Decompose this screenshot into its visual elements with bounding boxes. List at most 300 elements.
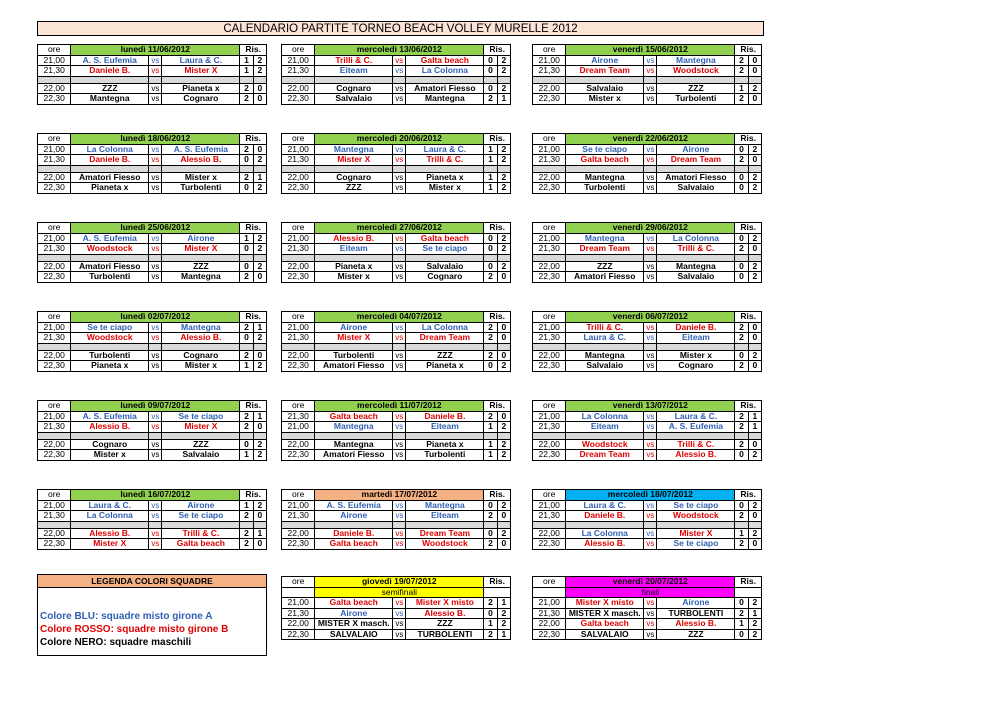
score-away: 1 (497, 598, 510, 609)
match-time: 21,00 (282, 144, 315, 155)
separator-cell (38, 76, 71, 83)
match-row (38, 450, 267, 461)
score-away: 0 (748, 439, 761, 450)
day-header: venerdì 22/06/2012 (566, 134, 735, 145)
vs-label: vs (393, 350, 406, 361)
separator-cell (735, 254, 748, 261)
vs-label: vs (644, 272, 657, 283)
match-row (38, 539, 267, 550)
score-home: 1 (484, 172, 497, 183)
score-away: 0 (253, 350, 266, 361)
score-away: 2 (748, 350, 761, 361)
score-away: 2 (748, 272, 761, 283)
score-home: 1 (240, 55, 253, 66)
separator-row (282, 76, 511, 83)
separator-cell (282, 76, 315, 83)
ore-header: ore (533, 45, 566, 56)
ris-header: Ris. (735, 134, 762, 145)
vs-label: vs (393, 272, 406, 283)
separator-cell (240, 165, 253, 172)
score-home: 1 (484, 183, 497, 194)
away-team: Pianeta x (162, 83, 240, 94)
score-away: 2 (748, 619, 761, 630)
vs-label: vs (644, 539, 657, 550)
header-row (282, 490, 511, 501)
home-team: Amatori Fiesso (315, 361, 393, 372)
vs-label: vs (149, 55, 162, 66)
match-day-block (532, 44, 762, 105)
ore-header: ore (38, 45, 71, 56)
match-row (282, 55, 511, 66)
away-team: La Colonna (406, 66, 484, 77)
separator-cell (253, 432, 266, 439)
ore-header: ore (533, 134, 566, 145)
ore-header: ore (533, 312, 566, 323)
score-away: 2 (497, 361, 510, 372)
separator-cell (240, 76, 253, 83)
away-team: Woodstock (657, 511, 735, 522)
match-row (533, 83, 762, 94)
score-away: 2 (748, 500, 761, 511)
vs-label: vs (644, 144, 657, 155)
phase-row (533, 587, 762, 598)
vs-label: vs (644, 411, 657, 422)
day-header: mercoledì 11/07/2012 (315, 401, 484, 412)
vs-label: vs (149, 172, 162, 183)
match-row (38, 261, 267, 272)
separator-cell (748, 76, 761, 83)
separator-cell (735, 432, 748, 439)
away-team: Woodstock (406, 539, 484, 550)
score-home: 0 (735, 272, 748, 283)
score-away: 2 (497, 608, 510, 619)
match-row (282, 350, 511, 361)
score-away: 2 (497, 422, 510, 433)
separator-cell (566, 76, 644, 83)
score-away: 0 (748, 333, 761, 344)
day-header: mercoledì 20/06/2012 (315, 134, 484, 145)
home-team: Se te ciapo (566, 144, 644, 155)
score-away: 1 (748, 411, 761, 422)
match-row (533, 261, 762, 272)
separator-row (282, 165, 511, 172)
home-team: Dream Team (566, 66, 644, 77)
home-team: Laura & C. (566, 333, 644, 344)
away-team: A. S. Eufemia (162, 144, 240, 155)
match-time: 22,30 (38, 183, 71, 194)
match-row (533, 422, 762, 433)
separator-row (38, 432, 267, 439)
ore-header: ore (282, 45, 315, 56)
match-time: 21,30 (533, 333, 566, 344)
separator-cell (644, 343, 657, 350)
match-row (533, 155, 762, 166)
home-team: Mantegna (71, 94, 149, 105)
match-day-block (281, 400, 511, 461)
away-team: Alessio B. (657, 450, 735, 461)
match-table (281, 44, 511, 105)
separator-cell (282, 521, 315, 528)
away-team: Pianeta x (406, 361, 484, 372)
header-row (282, 45, 511, 56)
separator-row (533, 254, 762, 261)
score-away: 2 (253, 450, 266, 461)
vs-label: vs (149, 350, 162, 361)
separator-cell (566, 343, 644, 350)
match-table (532, 44, 762, 105)
separator-cell (735, 521, 748, 528)
home-team: Airone (315, 608, 393, 619)
match-table (281, 576, 511, 640)
vs-label: vs (149, 333, 162, 344)
separator-cell (71, 254, 149, 261)
home-team: Daniele B. (71, 155, 149, 166)
score-home: 0 (735, 261, 748, 272)
score-away: 0 (253, 511, 266, 522)
match-row (282, 172, 511, 183)
match-table (37, 311, 267, 372)
header-row (533, 577, 762, 588)
home-team: Eiteam (566, 422, 644, 433)
header-row (282, 134, 511, 145)
home-team: Pianeta x (71, 361, 149, 372)
home-team: Mister x (566, 94, 644, 105)
score-away: 2 (748, 83, 761, 94)
home-team: Turbolenti (71, 272, 149, 283)
day-header: mercoledì 27/06/2012 (315, 223, 484, 234)
score-away: 2 (253, 439, 266, 450)
separator-row (533, 343, 762, 350)
vs-label: vs (149, 500, 162, 511)
home-team: Eiteam (315, 244, 393, 255)
day-header: mercoledì 18/07/2012 (566, 490, 735, 501)
vs-label: vs (644, 183, 657, 194)
ris-header: Ris. (735, 577, 762, 588)
score-home: 1 (484, 450, 497, 461)
match-row (282, 261, 511, 272)
vs-label: vs (393, 629, 406, 640)
separator-cell (657, 521, 735, 528)
separator-row (282, 343, 511, 350)
separator-cell (735, 76, 748, 83)
ore-header: ore (282, 312, 315, 323)
score-home: 0 (735, 233, 748, 244)
vs-label: vs (644, 619, 657, 630)
separator-cell (315, 165, 393, 172)
separator-cell (484, 521, 497, 528)
match-time: 21,00 (533, 322, 566, 333)
separator-cell (162, 521, 240, 528)
separator-cell (657, 432, 735, 439)
ore-header: ore (38, 134, 71, 145)
score-away: 2 (253, 183, 266, 194)
separator-cell (406, 343, 484, 350)
match-time: 22,30 (533, 361, 566, 372)
match-time: 21,00 (533, 233, 566, 244)
away-team: La Colonna (406, 322, 484, 333)
ris-header: Ris. (484, 577, 511, 588)
home-team: Galta beach (566, 619, 644, 630)
separator-cell (162, 343, 240, 350)
score-home: 2 (484, 411, 497, 422)
score-home: 1 (240, 233, 253, 244)
ore-header: ore (282, 134, 315, 145)
separator-cell (533, 165, 566, 172)
score-home: 1 (240, 361, 253, 372)
match-time: 21,30 (282, 411, 315, 422)
home-team: Daniele B. (566, 511, 644, 522)
ris-header: Ris. (240, 312, 267, 323)
home-team: La Colonna (566, 411, 644, 422)
score-home: 2 (735, 439, 748, 450)
away-team: TURBOLENTI (657, 608, 735, 619)
score-home: 2 (735, 511, 748, 522)
separator-cell (644, 521, 657, 528)
home-team: Cognaro (315, 83, 393, 94)
vs-label: vs (644, 261, 657, 272)
separator-cell (533, 76, 566, 83)
match-time: 21,30 (38, 66, 71, 77)
match-day-block (37, 44, 267, 105)
phase-label: finali (566, 587, 735, 598)
away-team: Trilli & C. (162, 528, 240, 539)
score-home: 0 (484, 66, 497, 77)
match-time: 21,30 (38, 244, 71, 255)
score-away: 2 (497, 439, 510, 450)
score-away: 0 (497, 333, 510, 344)
home-team: A. S. Eufemia (315, 500, 393, 511)
score-home: 1 (484, 422, 497, 433)
separator-row (533, 165, 762, 172)
score-home: 0 (735, 629, 748, 640)
separator-row (533, 432, 762, 439)
match-table (532, 133, 762, 194)
away-team: Mister X (657, 528, 735, 539)
legend-line-blue: Colore BLU: squadre misto girone A (40, 611, 213, 622)
separator-cell (282, 254, 315, 261)
ris-header: Ris. (240, 490, 267, 501)
away-team: Amatori Fiesso (657, 172, 735, 183)
score-away: 2 (253, 361, 266, 372)
separator-cell (315, 521, 393, 528)
match-time: 21,00 (282, 55, 315, 66)
score-away: 0 (748, 511, 761, 522)
home-team: A. S. Eufemia (71, 411, 149, 422)
home-team: Daniele B. (71, 66, 149, 77)
score-away: 1 (497, 629, 510, 640)
away-team: Se te ciapo (657, 500, 735, 511)
away-team: A. S. Eufemia (657, 422, 735, 433)
match-row (282, 539, 511, 550)
match-table (37, 489, 267, 550)
home-team: Amatori Fiesso (315, 450, 393, 461)
away-team: Daniele B. (657, 322, 735, 333)
match-day-block (281, 576, 511, 640)
home-team: La Colonna (71, 144, 149, 155)
vs-label: vs (644, 528, 657, 539)
score-away: 0 (497, 322, 510, 333)
score-away: 0 (253, 539, 266, 550)
away-team: Airone (162, 500, 240, 511)
score-home: 0 (735, 172, 748, 183)
home-team: Mantegna (566, 350, 644, 361)
away-team: Mantegna (406, 94, 484, 105)
match-time: 21,30 (282, 511, 315, 522)
separator-cell (149, 432, 162, 439)
separator-row (282, 521, 511, 528)
away-team: Turbolenti (657, 94, 735, 105)
match-time: 22,00 (282, 172, 315, 183)
vs-label: vs (149, 94, 162, 105)
score-home: 2 (240, 528, 253, 539)
score-home: 2 (735, 55, 748, 66)
score-home: 1 (735, 619, 748, 630)
header-row (282, 577, 511, 588)
day-header: lunedì 11/06/2012 (71, 45, 240, 56)
away-team: Woodstock (657, 66, 735, 77)
vs-label: vs (644, 500, 657, 511)
home-team: Turbolenti (315, 350, 393, 361)
away-team: Salvalaio (162, 450, 240, 461)
match-time: 22,30 (533, 94, 566, 105)
away-team: Turbolenti (406, 450, 484, 461)
match-time: 21,00 (282, 322, 315, 333)
match-row (38, 439, 267, 450)
vs-label: vs (393, 439, 406, 450)
separator-cell (162, 76, 240, 83)
score-home: 2 (240, 172, 253, 183)
vs-label: vs (393, 144, 406, 155)
day-header: lunedì 02/07/2012 (71, 312, 240, 323)
away-team: Trilli & C. (406, 155, 484, 166)
header-row (282, 401, 511, 412)
match-row (282, 629, 511, 640)
away-team: Salvalaio (657, 272, 735, 283)
score-home: 1 (484, 619, 497, 630)
match-row (533, 500, 762, 511)
away-team: Mantegna (657, 261, 735, 272)
away-team: Galta beach (406, 55, 484, 66)
score-home: 1 (240, 66, 253, 77)
match-day-block (37, 311, 267, 372)
match-row (533, 333, 762, 344)
match-day-block (37, 222, 267, 283)
match-day-block (532, 489, 762, 550)
away-team: Daniele B. (406, 411, 484, 422)
separator-cell (393, 165, 406, 172)
phase-label: semifinali (315, 587, 484, 598)
match-time: 21,00 (282, 233, 315, 244)
separator-cell (497, 254, 510, 261)
home-team: La Colonna (566, 528, 644, 539)
separator-row (38, 521, 267, 528)
match-table (37, 133, 267, 194)
ore-header: ore (282, 490, 315, 501)
score-away: 0 (497, 511, 510, 522)
score-away: 2 (748, 183, 761, 194)
match-time: 21,00 (282, 500, 315, 511)
score-away: 2 (497, 144, 510, 155)
score-home: 0 (735, 500, 748, 511)
home-team: Daniele B. (315, 528, 393, 539)
separator-cell (240, 254, 253, 261)
away-team: Dream Team (406, 333, 484, 344)
score-home: 2 (735, 94, 748, 105)
home-team: Galta beach (315, 411, 393, 422)
match-day-block (281, 133, 511, 194)
vs-label: vs (393, 450, 406, 461)
match-time: 21,30 (282, 155, 315, 166)
match-time: 21,30 (282, 66, 315, 77)
score-away: 2 (497, 155, 510, 166)
match-table (37, 44, 267, 105)
vs-label: vs (644, 439, 657, 450)
ris-header: Ris. (240, 401, 267, 412)
ris-header: Ris. (240, 45, 267, 56)
home-team: Trilli & C. (315, 55, 393, 66)
score-away: 2 (253, 500, 266, 511)
home-team: Woodstock (566, 439, 644, 450)
separator-row (282, 432, 511, 439)
away-team: Alessio B. (657, 619, 735, 630)
separator-row (38, 76, 267, 83)
away-team: Mister X (162, 244, 240, 255)
vs-label: vs (393, 500, 406, 511)
score-away: 2 (253, 233, 266, 244)
away-team: ZZZ (657, 629, 735, 640)
match-day-block (532, 400, 762, 461)
score-home: 1 (484, 439, 497, 450)
score-away: 2 (253, 333, 266, 344)
vs-label: vs (644, 94, 657, 105)
score-home: 2 (484, 94, 497, 105)
score-away: 2 (253, 66, 266, 77)
home-team: Galta beach (315, 539, 393, 550)
home-team: A. S. Eufemia (71, 233, 149, 244)
separator-cell (484, 76, 497, 83)
ore-header: ore (533, 401, 566, 412)
match-table (281, 489, 511, 550)
score-away: 0 (748, 361, 761, 372)
match-row (533, 528, 762, 539)
score-away: 2 (748, 450, 761, 461)
score-home: 0 (735, 183, 748, 194)
away-team: Mister x (657, 350, 735, 361)
separator-cell (149, 521, 162, 528)
match-row (38, 333, 267, 344)
separator-cell (657, 76, 735, 83)
away-team: Airone (657, 144, 735, 155)
match-day-block (37, 400, 267, 461)
match-time: 22,30 (38, 539, 71, 550)
vs-label: vs (393, 94, 406, 105)
home-team: Mantegna (566, 172, 644, 183)
match-time: 21,00 (282, 598, 315, 609)
match-time: 21,00 (38, 144, 71, 155)
home-team: MISTER X masch. (566, 608, 644, 619)
match-time: 22,30 (533, 272, 566, 283)
ris-header: Ris. (735, 223, 762, 234)
separator-cell (71, 432, 149, 439)
score-home: 0 (484, 361, 497, 372)
vs-label: vs (149, 272, 162, 283)
vs-label: vs (149, 183, 162, 194)
match-row (282, 333, 511, 344)
match-time: 22,00 (533, 83, 566, 94)
score-home: 2 (240, 272, 253, 283)
separator-cell (282, 432, 315, 439)
match-row (533, 144, 762, 155)
